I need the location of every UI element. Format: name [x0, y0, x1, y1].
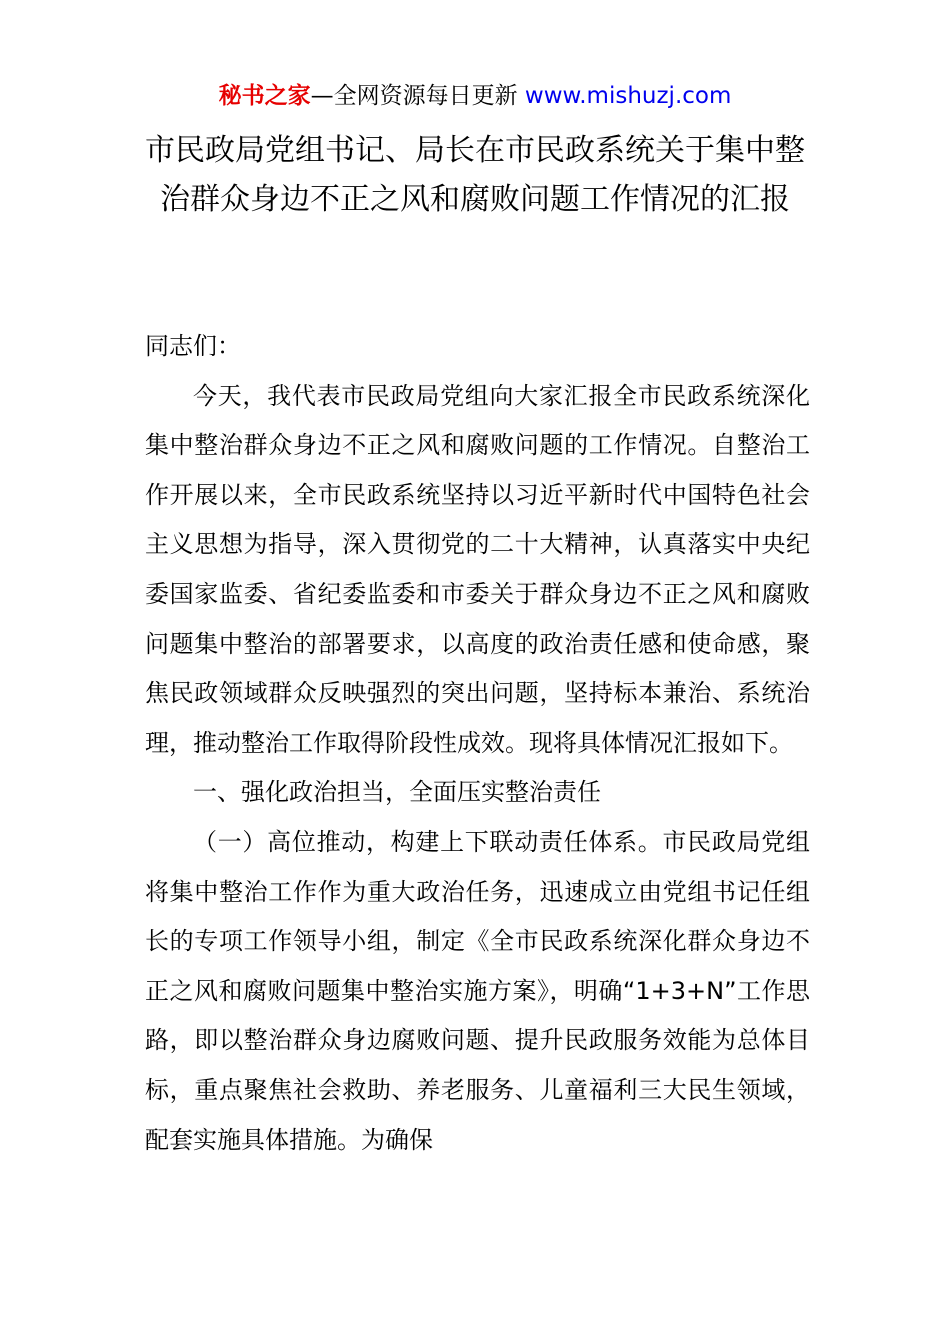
- intro-paragraph: 今天，我代表市民政局党组向大家汇报全市民政系统深化集中整治群众身边不正之风和腐败问题的工作情况。自整治工作开展以来，全市民政系统坚持以习近平新时代中国特色社会主义思想为指导，深入贯彻党的二十大精神，认真落实中央纪委国家监委、省纪委监委和市委关于群众身边不正之风和腐败问题集中整治的部署要求，以高度的政治责任感和使命感，聚焦民政领域群众反映强烈的突出问题，坚持标本兼治、系统治理，推动整治工作取得阶段性成效。现将具体情况汇报如下。: [145, 381, 810, 757]
- site-header: [0, 80, 950, 112]
- salutation: 同志们：: [145, 332, 241, 360]
- site-url-link[interactable]: www.mishuzj.com: [524, 83, 732, 109]
- body-paragraph: （一）高位推动，构建上下联动责任体系。市民政局党组将集中整治工作作为重大政治任务，迅速成立由党组书记任组长的专项工作领导小组，制定《全市民政系统深化群众身边不正之风和腐败问题集中整治实施方案》，明确“1+3+N”工作思路，即以整治群众身边腐败问题、提升民政服务效能为总体目标，重点聚焦社会救助、养老服务、儿童福利三大民生领域，配套实施具体措施。为确保: [145, 827, 810, 1154]
- document-title: 市民政局党组书记、局长在市民政系统关于集中整治群众身边不正之风和腐败问题工作情况的汇报: [145, 133, 805, 217]
- brand-name: 秘书之家: [218, 83, 311, 109]
- section-heading: 一、强化政治担当，全面压实整治责任: [193, 778, 601, 807]
- header-tagline: —全网资源每日更新: [310, 83, 518, 109]
- document-body: [145, 322, 810, 1165]
